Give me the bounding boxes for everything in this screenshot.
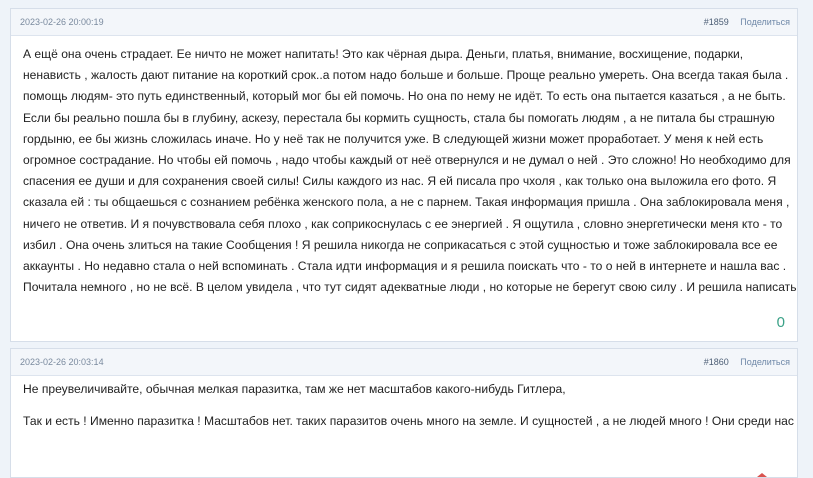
- post-meta: [704, 357, 790, 367]
- post-number[interactable]: #1860: [703, 357, 729, 367]
- post-number[interactable]: #1859: [703, 17, 729, 27]
- reply-paragraph: Так и есть ! Именно паразитка ! Масштабов нет. таких паразитов очень много на земле. И сущностей , а не людей много ! Они среди нас: [23, 414, 794, 429]
- post-paragraph: А ещё она очень страдает. Ее ничто не может напитать! Это как чёрная дыра. Деньги, платья, внимание, восхищение, подарки, ненависть , жалость дают питание на короткий срок..а потом надо больше и больше. Проще реально умереть. Она всегда такая была . помощь людям- это путь единственный, который мог бы ей помочь. Но она по нему не идёт. То есть она пытается казаться , а не быть. Если бы реально пошла бы в глубину, аскезу, перестала бы кормить сущность, стала бы помогать людям , а не питала бы страшную гордыню, ее бы жизнь сложилась иначе. Но у неё так не получится уже. В следующей жизни может проработает. У меня к ней есть огромное сострадание. Но чтобы ей помочь , надо чтобы каждый от неё отвернулся и не думал о ней . Это сложно! Но необходимо для спасения ее души и для сохранения своей силы! Силы каждого из нас. Я ей писала про чхоля , как только она выложила его фото. Я сказала ей : ты общаешься с сознанием ребёнка женского пола, а не с парнем. Такая информация пришла . Она заблокировала меня , ничего не ответив. И я почувствовала себя плохо , как соприкоснулась с ее энергией . Я ощутила , словно энергетически меня кто - то избил . Она очень злиться на такие Сообщения ! Я решила никогда не соприкасаться с этой сущностью и тоже заблокировала все ее аккаунты . Но недавно стала о ней вспоминать . Стала идти информация и я решила поискать что - то о ней в интернете и нашла вас . Почитала немного , но не всё. В целом увидела , что тут сидят адекватные люди , но которые не берегут свою силу . И решила написать: [23, 47, 797, 295]
- post-body: [23, 44, 797, 298]
- post-header: [11, 349, 797, 376]
- post-1860: [10, 348, 798, 478]
- post-header: [11, 9, 797, 36]
- share-link[interactable]: Поделиться: [740, 357, 790, 367]
- post-meta: [704, 17, 790, 27]
- share-link[interactable]: Поделиться: [740, 17, 790, 27]
- reaction-count[interactable]: 0: [776, 314, 785, 331]
- triangle-marker-icon: [757, 473, 767, 477]
- quoted-paragraph: Не преувеличивайте, обычная мелкая паразитка, там же нет масштабов какого-нибудь Гитлера,: [23, 382, 566, 396]
- post-date: 2023-02-26 20:03:14: [20, 357, 104, 367]
- post-date: 2023-02-26 20:00:19: [20, 17, 104, 27]
- post-1859: [10, 8, 798, 342]
- post-body: [23, 379, 797, 432]
